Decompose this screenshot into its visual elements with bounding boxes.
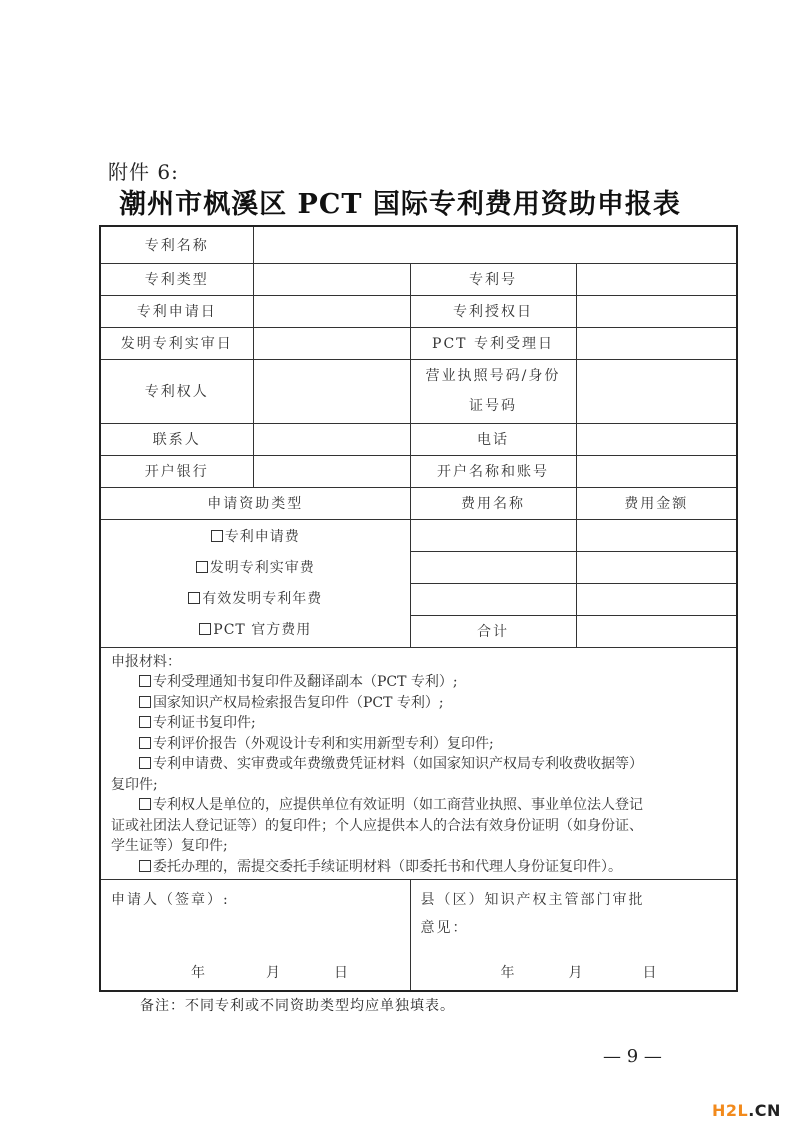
checkbox-icon[interactable]	[139, 696, 151, 708]
page-number: — 9 —	[603, 1046, 662, 1067]
day-label: 日	[642, 964, 657, 981]
fee-amount-field-1[interactable]	[576, 519, 737, 551]
year-label: 年	[191, 964, 205, 981]
fee-option-application[interactable]: 专利申请费	[101, 522, 410, 553]
applicant-signature-cell[interactable]	[100, 880, 410, 991]
fee-amount-header: 费用金额	[576, 487, 737, 519]
checkbox-icon[interactable]	[188, 592, 200, 604]
apply-date-label: 专利申请日	[100, 295, 253, 327]
watermark-logo: H2L.CN	[712, 1101, 781, 1120]
month-label: 月	[266, 964, 280, 981]
page-title: 潮州市枫溪区 PCT 国际专利费用资助申报表	[119, 189, 681, 220]
fee-option-pct-official[interactable]: PCT 官方费用	[101, 615, 410, 646]
fee-type-header: 申请资助类型	[100, 487, 410, 519]
checkbox-icon[interactable]	[139, 798, 151, 810]
material-item-6: 专利权人是单位的，应提供单位有效证明（如工商营业执照、事业单位法人登记	[111, 795, 726, 816]
material-item-6-cont: 证或社团法人登记证等）的复印件；个人应提供本人的合法有效身份证明（如身份证、	[111, 817, 643, 834]
fee-name-header: 费用名称	[410, 487, 576, 519]
bank-field[interactable]	[253, 455, 410, 487]
account-label: 开户名称和账号	[410, 455, 576, 487]
attachment-label: 附件 6:	[108, 160, 179, 184]
fee-option-exam[interactable]: 发明专利实审费	[101, 553, 410, 584]
applicant-signature-label: 申请人（签章）:	[111, 892, 230, 908]
total-label: 合计	[410, 615, 576, 647]
checkbox-icon[interactable]	[196, 561, 208, 573]
license-no-label-line2: 证号码	[469, 398, 517, 414]
apply-date-field[interactable]	[253, 295, 410, 327]
material-item-5-cont: 复印件;	[111, 776, 158, 793]
material-item-7: 委托办理的，需提交委托手续证明材料（即委托书和代理人身份证复印件）。	[111, 857, 726, 878]
day-label: 日	[334, 964, 348, 981]
contact-field[interactable]	[253, 423, 410, 455]
pct-accept-date-field[interactable]	[576, 327, 737, 359]
fee-amount-field-3[interactable]	[576, 583, 737, 615]
patent-name-label: 专利名称	[100, 226, 253, 263]
patent-type-field[interactable]	[253, 263, 410, 295]
checkbox-icon[interactable]	[139, 860, 151, 872]
phone-field[interactable]	[576, 423, 737, 455]
fee-amount-field-2[interactable]	[576, 551, 737, 583]
checkbox-icon[interactable]	[139, 737, 151, 749]
month-label: 月	[568, 964, 583, 981]
license-no-label	[410, 359, 576, 423]
patentee-label: 专利权人	[100, 359, 253, 423]
fee-name-field-2[interactable]	[410, 551, 576, 583]
fee-option-annual[interactable]: 有效发明专利年费	[101, 584, 410, 615]
approval-opinion-label: 县（区）知识产权主管部门审批 意见：	[420, 892, 645, 936]
year-label: 年	[500, 964, 515, 981]
total-amount-field[interactable]	[576, 615, 737, 647]
material-item-1: 专利受理通知书复印件及翻译副本（PCT 专利）;	[111, 672, 726, 693]
checkbox-icon[interactable]	[139, 757, 151, 769]
exam-date-field[interactable]	[253, 327, 410, 359]
checkbox-icon[interactable]	[211, 530, 223, 542]
material-item-3: 专利证书复印件;	[111, 713, 726, 734]
material-item-4: 专利评价报告（外观设计专利和实用新型专利）复印件;	[111, 734, 726, 755]
account-field[interactable]	[576, 455, 737, 487]
fee-type-options	[100, 519, 410, 647]
checkbox-icon[interactable]	[139, 716, 151, 728]
checkbox-icon[interactable]	[199, 623, 211, 635]
material-item-5: 专利申请费、实审费或年费缴费凭证材料（如国家知识产权局专利收费收据等）	[111, 754, 726, 775]
grant-date-label: 专利授权日	[410, 295, 576, 327]
grant-date-field[interactable]	[576, 295, 737, 327]
exam-date-label: 发明专利实审日	[100, 327, 253, 359]
material-item-2: 国家知识产权局检索报告复印件（PCT 专利）;	[111, 693, 726, 714]
patent-name-field[interactable]	[253, 226, 737, 263]
checkbox-icon[interactable]	[139, 675, 151, 687]
patent-type-label: 专利类型	[100, 263, 253, 295]
phone-label: 电话	[410, 423, 576, 455]
contact-label: 联系人	[100, 423, 253, 455]
application-form-table	[99, 225, 738, 992]
materials-heading: 申报材料：	[111, 653, 181, 670]
license-no-label-line1: 营业执照号码/身份	[425, 368, 561, 384]
material-item-6-cont2: 学生证等）复印件;	[111, 838, 228, 854]
approval-opinion-cell[interactable]	[410, 880, 737, 991]
license-no-field[interactable]	[576, 359, 737, 423]
patent-no-field[interactable]	[576, 263, 737, 295]
patentee-field[interactable]	[253, 359, 410, 423]
pct-accept-date-label: PCT 专利受理日	[410, 327, 576, 359]
patent-no-label: 专利号	[410, 263, 576, 295]
footnote: 备注：不同专利或不同资助类型均应单独填表。	[140, 998, 455, 1014]
bank-label: 开户银行	[100, 455, 253, 487]
fee-name-field-3[interactable]	[410, 583, 576, 615]
fee-name-field-1[interactable]	[410, 519, 576, 551]
materials-section	[100, 647, 737, 880]
